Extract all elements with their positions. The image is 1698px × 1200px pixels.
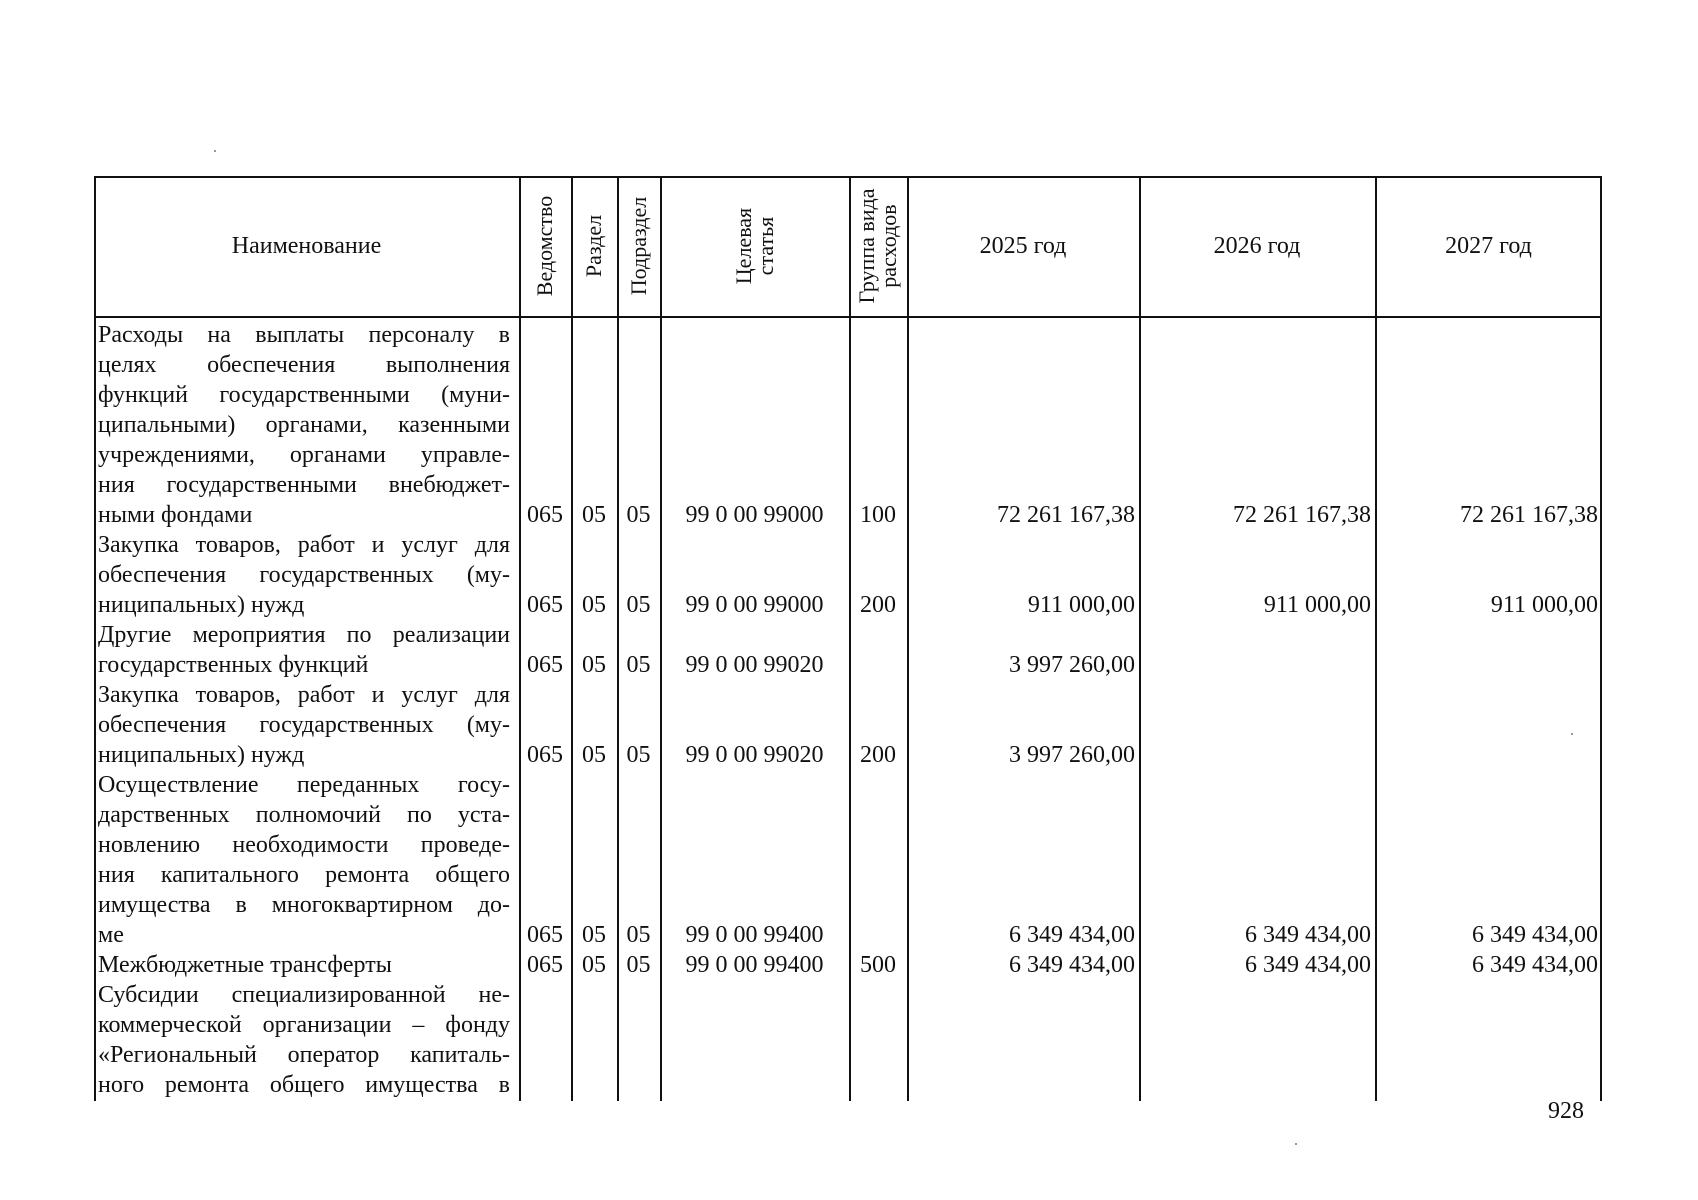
row-target-article: 99 0 00 99400 xyxy=(685,952,824,978)
row-subsection: 05 xyxy=(626,922,651,948)
row-amount-2027: 911 000,00 xyxy=(1490,592,1598,618)
row-dept: 065 xyxy=(527,952,563,978)
scan-speck xyxy=(1571,733,1573,735)
row-amount-2025: 6 349 434,00 xyxy=(1009,922,1135,948)
row-dept: 065 xyxy=(527,652,563,678)
row-name: Закупка товаров, работ и услуг для обеспечения государственных (му- ниципальных) нужд xyxy=(98,682,510,768)
row-target-article: 99 0 00 99020 xyxy=(685,742,824,768)
row-section: 05 xyxy=(582,742,606,768)
row-target-article: 99 0 00 99020 xyxy=(685,652,824,678)
row-amount-2026: 911 000,00 xyxy=(1263,592,1371,618)
row-expense-group: 200 xyxy=(860,592,896,618)
header-dept: Ведомство xyxy=(532,195,557,297)
header-name: Наименование xyxy=(231,232,382,259)
row-name: Осуществление переданных госу- дарственных полномочий по уста- новлению необходимости проведе- ния капитального ремонта общего имущества в многоквартирном до- ме xyxy=(98,772,510,948)
row-dept: 065 xyxy=(527,922,563,948)
row-section: 05 xyxy=(582,652,606,678)
header-year-2026: 2026 год xyxy=(1213,232,1301,259)
page-number: 928 xyxy=(1548,1098,1584,1124)
row-subsection: 05 xyxy=(626,952,651,978)
header-year-2025: 2025 год xyxy=(979,232,1067,259)
row-dept: 065 xyxy=(527,592,563,618)
row-amount-2025: 3 997 260,00 xyxy=(1009,742,1135,768)
scan-speck xyxy=(1295,1143,1297,1145)
row-amount-2025: 6 349 434,00 xyxy=(1009,952,1135,978)
row-subsection: 05 xyxy=(626,502,651,528)
row-subsection: 05 xyxy=(626,592,651,618)
row-dept: 065 xyxy=(527,502,563,528)
budget-table xyxy=(94,176,1602,1101)
row-amount-2025: 911 000,00 xyxy=(1027,592,1135,618)
row-expense-group: 100 xyxy=(860,502,896,528)
row-subsection: 05 xyxy=(626,742,651,768)
row-amount-2027: 72 261 167,38 xyxy=(1460,502,1598,528)
scan-speck xyxy=(214,150,216,152)
header-expense-group: Группа вида расходов xyxy=(854,188,901,304)
row-dept: 065 xyxy=(527,742,563,768)
row-amount-2026: 72 261 167,38 xyxy=(1233,502,1371,528)
row-section: 05 xyxy=(582,502,606,528)
header-subsection: Подраздел xyxy=(625,196,651,296)
row-amount-2025: 3 997 260,00 xyxy=(1009,652,1135,678)
header-section: Раздел xyxy=(581,214,606,278)
row-name: Субсидии специализированной не- коммерческой организации – фонду «Региональный оператор капиталь- ного ремонта общего имущества в xyxy=(98,982,510,1098)
header-target-article: Целевая статья xyxy=(730,207,778,285)
row-name: Другие мероприятия по реализации государственных функций xyxy=(98,622,510,678)
row-name: Межбюджетные трансферты xyxy=(98,952,392,978)
row-expense-group: 500 xyxy=(860,952,896,978)
row-amount-2027: 6 349 434,00 xyxy=(1472,952,1598,978)
row-target-article: 99 0 00 99000 xyxy=(685,502,824,528)
header-year-2027: 2027 год xyxy=(1445,232,1532,259)
row-target-article: 99 0 00 99000 xyxy=(685,592,824,618)
row-name: Расходы на выплаты персоналу в целях обеспечения выполнения функций государственными (муни- ципальными) органами, казенными учреждениями, органами управле- ния государственными внебюджет- ными фондами xyxy=(98,322,510,528)
row-amount-2026: 6 349 434,00 xyxy=(1245,922,1371,948)
row-amount-2027: 6 349 434,00 xyxy=(1472,922,1598,948)
row-target-article: 99 0 00 99400 xyxy=(685,922,824,948)
row-name: Закупка товаров, работ и услуг для обеспечения государственных (му- ниципальных) нужд xyxy=(98,532,510,618)
row-section: 05 xyxy=(582,952,606,978)
row-expense-group: 200 xyxy=(860,742,896,768)
row-amount-2025: 72 261 167,38 xyxy=(997,502,1135,528)
row-subsection: 05 xyxy=(626,652,651,678)
row-section: 05 xyxy=(582,592,606,618)
row-amount-2026: 6 349 434,00 xyxy=(1245,952,1371,978)
row-section: 05 xyxy=(582,922,606,948)
